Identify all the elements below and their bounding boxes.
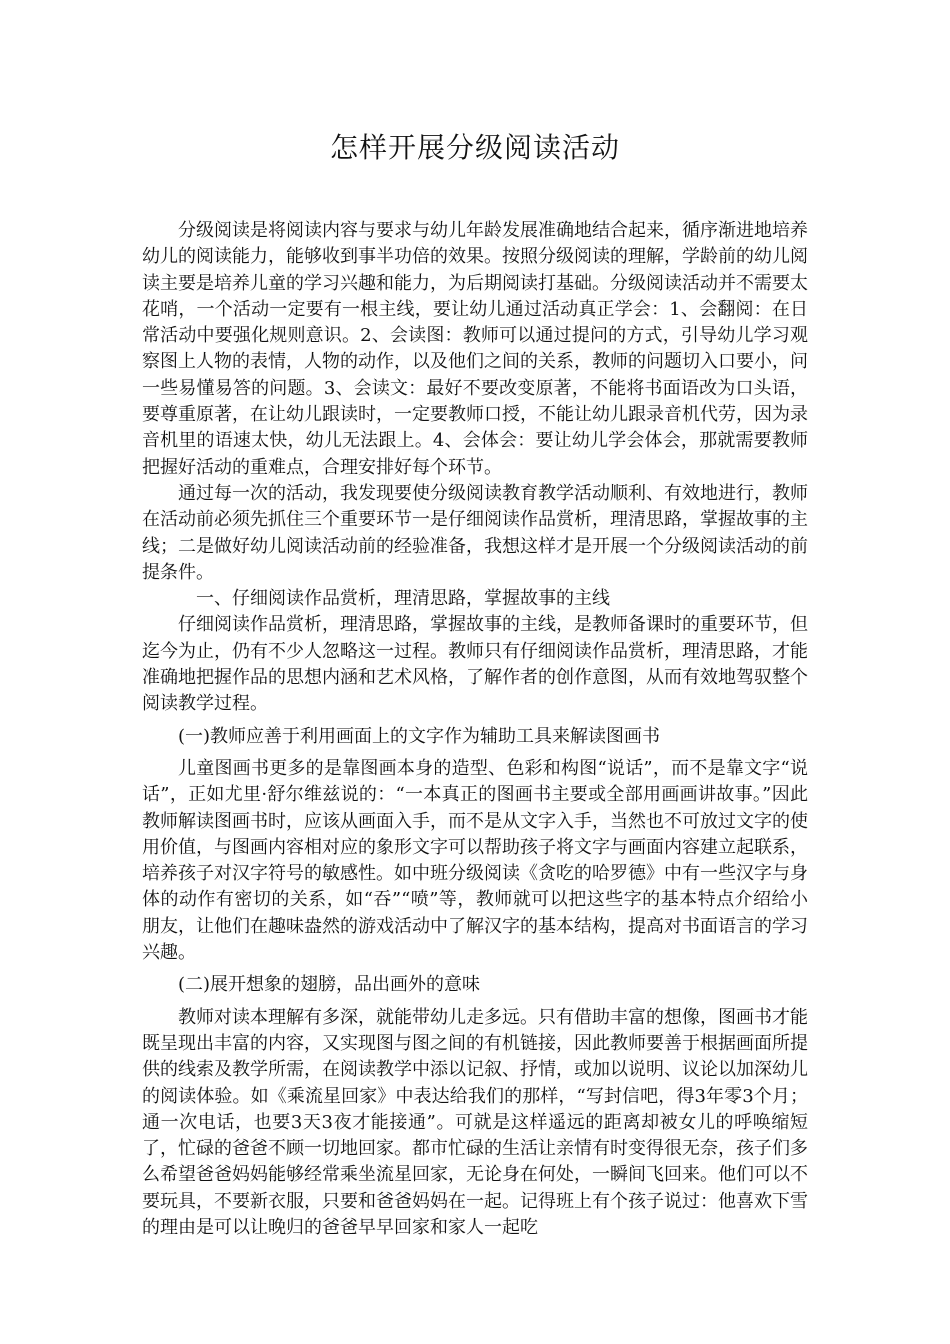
document-title: 怎样开展分级阅读活动 (329, 131, 620, 164)
paragraph-section-one: 仔细阅读作品赏析，理清思路，掌握故事的主线，是教师备课时的重要环节，但迄今为止，仍有不少人忽略这一过程。教师只有仔细阅读作品赏析，理清思路，才能准确地把握作品的思想内涵和艺术风格，了解作者的创作意图，从而有效地驾驭整个阅读教学过程。 (142, 614, 808, 715)
paragraph-summary: 通过每一次的活动，我发现要使分级阅读教育教学活动顺利、有效地进行，教师在活动前必须先抓住三个重要环节一是仔细阅读作品赏析，理清思路，掌握故事的主线；二是做好幼儿阅读活动前的经验准备，我想这样才是开展一个分级阅读活动的前提条件。 (142, 482, 808, 583)
paragraph-subsection-one: 儿童图画书更多的是靠图画本身的造型、色彩和构图“说话”，而不是靠文字“说话”，正如尤里·舒尔维兹说的：“一本真正的图画书主要或全部用画画讲故事。”因此教师解读图画书时，应该从画面入手，而不是从文字入手，当然也不可放过文字的使用价值，与图画内容相对应的象形文字可以帮助孩子将文字与画面内容建立起联系，培养孩子对汉字符号的敏感性。如中班分级阅读《贪吃的哈罗德》中有一些汉字与身体的动作有密切的关系，如“吞”“喷”等，教师就可以把这些字的基本特点介绍给小朋友，让他们在趣味盎然的游戏活动中了解汉字的基本结构，提高对书面语言的学习兴趣。 (142, 757, 808, 964)
paragraph-intro: 分级阅读是将阅读内容与要求与幼儿年龄发展准确地结合起来，循序渐进地培养幼儿的阅读能力，能够收到事半功倍的效果。按照分级阅读的理解，学龄前的幼儿阅读主要是培养儿童的学习兴趣和能力，为后期阅读打基础。分级阅读活动并不需要太花哨，一个活动一定要有一根主线，要让幼儿通过活动真正学会：1、会翻阅：在日常活动中要强化规则意识。2、会读图：教师可以通过提问的方式，引导幼儿学习观察图上人物的表情，人物的动作，以及他们之间的关系，教师的问题切入口要小，问一些易懂易答的问题。3、会读文：最好不要改变原著，不能将书面语改为口头语，要尊重原著，在让幼儿跟读时，一定要教师口授，不能让幼儿跟录音机代劳，因为录音机里的语速太快，幼儿无法跟上。4、会体会：要让幼儿学会体会，那就需要教师把握好活动的重难点，合理安排好每个环节。 (142, 220, 808, 478)
subheading-two: (二)展开想象的翅膀，品出画外的意味 (178, 974, 481, 996)
document-body (142, 218, 808, 1241)
subheading-one: (一)教师应善于利用画面上的文字作为辅助工具来解读图画书 (178, 725, 661, 747)
paragraph-subsection-two: 教师对读本理解有多深，就能带幼儿走多远。只有借助丰富的想像，图画书才能既呈现出丰富的内容，又实现图与图之间的有机链接，因此教师要善于根据画面所提供的线索及教学所需，在阅读教学中添以记叙、抒情，或加以说明、议论以加深幼儿的阅读体验。如《乘流星回家》中表达给我们的那样，“写封信吧，得3年零3个月；通一次电话，也要3天3夜才能接通”。可就是这样遥远的距离却被女儿的呼唤缩短了，忙碌的爸爸不顾一切地回家。都市忙碌的生活让亲情有时变得很无奈，孩子们多么希望爸爸妈妈能够经常乘坐流星回家，无论身在何处，一瞬间飞回来。他们可以不要玩具，不要新衣服，只要和爸爸妈妈在一起。记得班上有个孩子说过：他喜欢下雪的理由是可以让晚归的爸爸早早回家和家人一起吃 (142, 1006, 808, 1238)
section-heading-one: 一、仔细阅读作品赏析，理清思路，掌握故事的主线 (196, 588, 610, 610)
